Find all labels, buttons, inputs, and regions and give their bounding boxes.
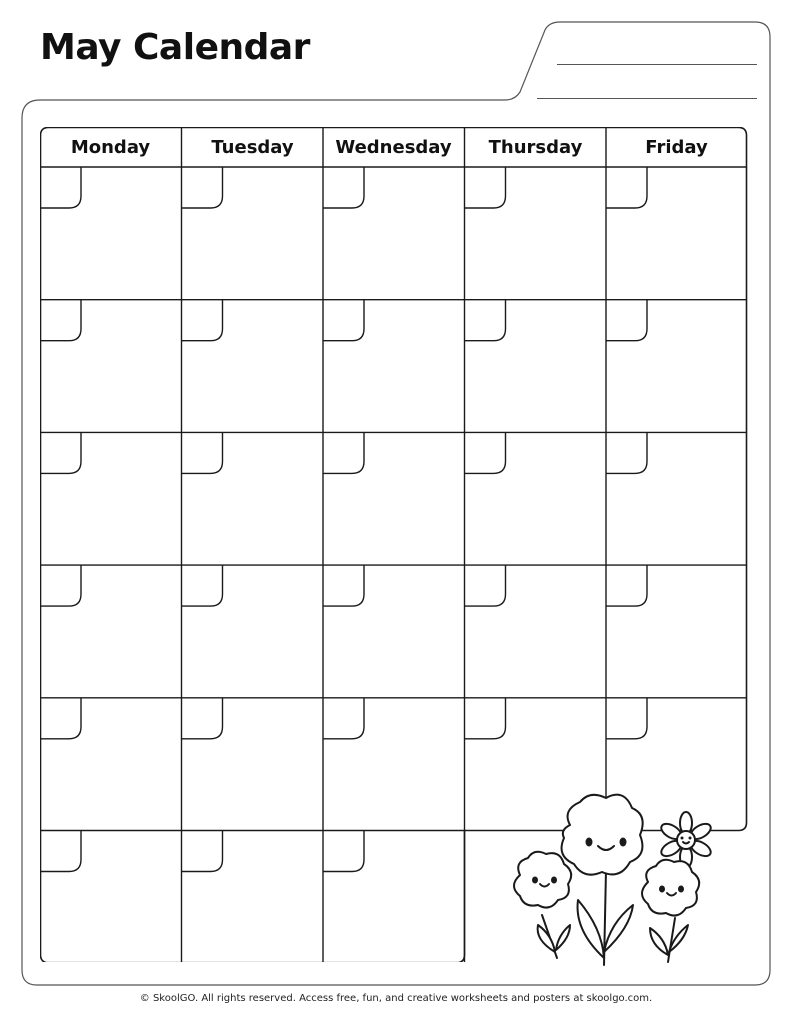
day-cell-date-tab — [40, 167, 81, 208]
day-cell-date-tab — [323, 565, 364, 606]
day-header-wednesday: Wednesday — [335, 136, 452, 158]
day-cell-date-tab — [323, 300, 364, 341]
day-cell-date-tab — [182, 300, 223, 341]
day-cell-date-tab — [40, 432, 81, 473]
day-cell-date-tab — [182, 698, 223, 739]
day-cell-date-tab — [465, 167, 506, 208]
page-title: May Calendar — [40, 27, 310, 68]
day-header-thursday: Thursday — [488, 136, 583, 158]
day-cell-date-tab — [182, 831, 223, 872]
day-cell-date-tab — [606, 698, 647, 739]
copyright-footer: © SkoolGO. All rights reserved. Access free, fun, and creative worksheets and posters at skoolgo.com. — [139, 993, 653, 1004]
day-cell-date-tab — [182, 432, 223, 473]
day-header-friday: Friday — [645, 136, 708, 158]
flowers-illustration — [490, 780, 750, 980]
day-cell-date-tab — [323, 167, 364, 208]
day-cell-date-tab — [323, 698, 364, 739]
day-cell-date-tab — [606, 300, 647, 341]
day-cell-date-tab — [182, 167, 223, 208]
day-cell-date-tab — [40, 565, 81, 606]
day-cell-date-tab — [465, 565, 506, 606]
name-line-top[interactable] — [557, 64, 757, 65]
day-cell-date-tab — [40, 831, 81, 872]
day-cell-date-tab — [323, 432, 364, 473]
day-cell-date-tab — [465, 300, 506, 341]
day-cell-date-tab — [606, 565, 647, 606]
day-header-tuesday: Tuesday — [211, 136, 294, 158]
day-cell-date-tab — [40, 698, 81, 739]
day-cell-date-tab — [606, 167, 647, 208]
day-cell-date-tab — [40, 300, 81, 341]
day-cell-date-tab — [606, 432, 647, 473]
day-cell-date-tab — [323, 831, 364, 872]
day-header-monday: Monday — [70, 136, 151, 158]
name-line-bottom[interactable] — [537, 98, 757, 99]
day-cell-date-tab — [465, 698, 506, 739]
day-cell-date-tab — [182, 565, 223, 606]
day-cell-date-tab — [465, 432, 506, 473]
